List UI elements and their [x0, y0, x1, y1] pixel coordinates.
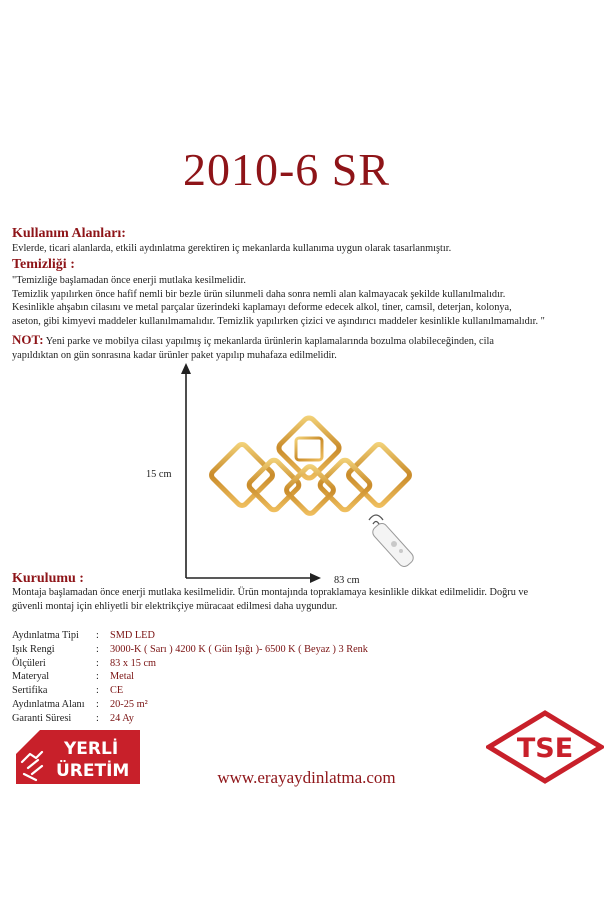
- spec-value: 24 Ay: [110, 712, 134, 724]
- installation-line1: Montaja başlamadan önce enerji mutlaka kesilmelidir. Ürün montajında topraklamaya kesinlikle dikkat edilmelidir. Doğru ve: [12, 587, 529, 598]
- spec-row: Aydınlatma Tipi : SMD LED: [12, 630, 155, 641]
- cleaning-line: Temizlik yapılırken önce hafif nemli bir bezle ürün silunmeli daha sonra nemli alan kalmayacak şekilde kullanılmalıdır.: [12, 288, 506, 300]
- spec-value: CE: [110, 685, 124, 697]
- spec-value: 3000-K ( Sarı ) 4200 K ( Gün Işığı )- 6500 K ( Beyaz ) 3 Renk: [110, 643, 368, 655]
- spec-key: Işık Rengi: [12, 643, 55, 655]
- spec-value: SMD LED: [110, 630, 155, 641]
- spec-table: [12, 629, 368, 726]
- cleaning-line: Kesinlikle ahşabın cilasını ve metal parçalar üzerindeki kaplamayı deforme edecek alkol, tiner, camsil, deterjan, kolonya,: [12, 302, 512, 313]
- note-line2: yapıldıktan on gün sonrasına kadar ürünler paket yapılıp muhafaza edilmelidir.: [12, 349, 337, 361]
- product-title: 2010-6 SR: [182, 144, 391, 195]
- cleaning-line: "Temizliğe başlamadan önce enerji mutlaka kesilmelidir.: [12, 275, 246, 286]
- usage-heading: Kullanım Alanları:: [12, 226, 126, 241]
- spec-row: Işık Rengi : 3000-K ( Sarı ) 4200 K ( Gün Işığı )- 6500 K ( Beyaz ) 3 Renk: [12, 643, 368, 655]
- spec-key: Ölçüleri: [12, 657, 46, 669]
- spec-value: 83 x 15 cm: [110, 657, 157, 669]
- product-figure: [0, 360, 613, 590]
- remote-control-icon: [369, 515, 416, 569]
- installation-heading: Kurulumu :: [12, 571, 84, 586]
- uretim-text: ÜRETİM: [56, 761, 130, 781]
- yerli-text: YERLİ: [64, 739, 119, 759]
- spec-key: Materyal: [12, 671, 50, 683]
- spec-row: Ölçüleri : 83 x 15 cm: [12, 657, 157, 669]
- note-line1: Yeni parke ve mobilya cilası yapılmış iç mekanlarda ürünlerin kaplamalarında bozulma olabileceğinden, cila: [45, 336, 494, 347]
- usage-text: Evlerde, ticari alanlarda, etkili aydınlatma gerektiren iç mekanlarda kullanıma uygun olarak tasarlanmıştır.: [12, 243, 452, 254]
- spec-key: Aydınlatma Tipi: [12, 630, 79, 641]
- cleaning-text: [12, 274, 612, 328]
- spec-key: Aydınlatma Alanı: [12, 698, 85, 710]
- spec-row: Sertifika : CE: [12, 685, 124, 697]
- spec-value: Metal: [110, 671, 135, 683]
- height-label: 15 cm: [146, 469, 172, 480]
- cleaning-heading: Temizliği :: [12, 257, 75, 272]
- spec-row: Garanti Süresi : 24 Ay: [12, 712, 134, 724]
- note-label: NOT:: [12, 332, 44, 347]
- cleaning-line: aseton, gibi kimyevi maddeler kullanılmamalıdır. Temizlik yapılırken çizici ve aşındırıcı maddeler kesinlikle kullanılmamalıdır. ": [12, 315, 545, 327]
- chandelier-illustration: [209, 415, 411, 515]
- spec-key: Garanti Süresi: [12, 712, 72, 724]
- spec-value: 20-25 m²: [110, 698, 148, 710]
- spec-row: Aydınlatma Alanı : 20-25 m²: [12, 698, 148, 710]
- installation-line2: güvenli montaj için ehliyetli bir elektrikçiye müracaat edilmesi daha uygundur.: [12, 600, 338, 612]
- spec-key: Sertifika: [12, 685, 48, 697]
- installation-text: [12, 586, 612, 613]
- spec-row: Materyal : Metal: [12, 671, 135, 683]
- width-label: 83 cm: [334, 575, 360, 586]
- website-link[interactable]: www.erayaydinlatma.com: [217, 768, 396, 787]
- note-block: [12, 333, 612, 362]
- tse-text: TSE: [516, 733, 574, 764]
